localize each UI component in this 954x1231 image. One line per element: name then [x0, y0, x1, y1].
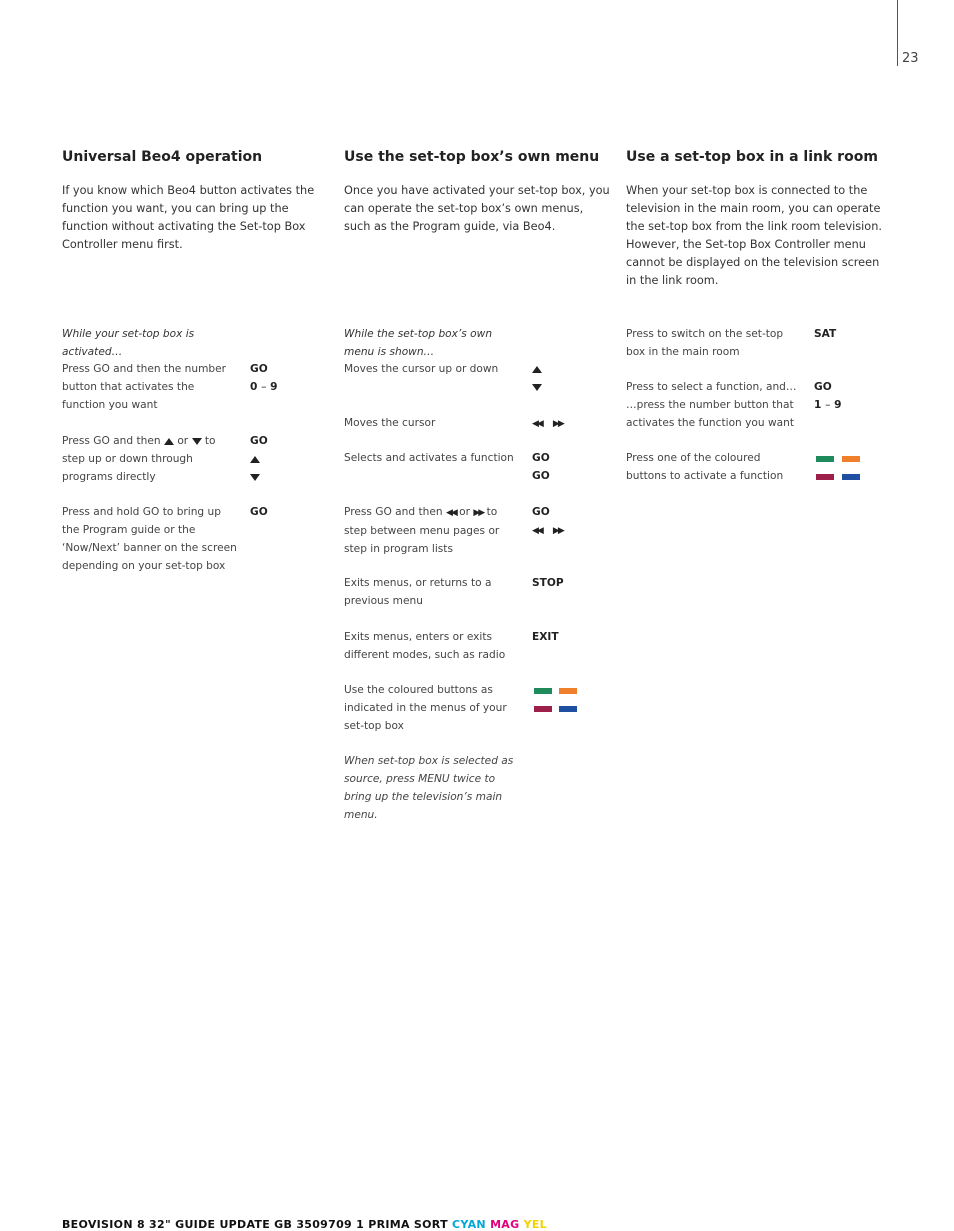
key-go: GO [250, 363, 268, 375]
heading-own-menu: Use the set-top box’s own menu [344, 149, 600, 165]
blue-button-swatch [559, 706, 577, 712]
orange-button-swatch [842, 456, 860, 462]
down-arrow-icon [192, 438, 202, 445]
heading-universal-beo4: Universal Beo4 operation [62, 149, 263, 165]
page-rule [897, 0, 898, 66]
up-arrow-icon [164, 438, 174, 445]
key-range: 0 – 9 [250, 381, 278, 393]
fast-forward-icon: ▶▶ [552, 526, 563, 536]
intro-own-menu: Once you have activated your set-top box, you can operate the set-top box’s own menus, such as the Program guide, via Beo4. [344, 184, 610, 233]
intro-link-room: When your set-top box is connected to the television in the main room, you can operate the set-top box from the link room television. However, the Set-top Box Controller menu cannot be displayed on the television screen in the link room. [626, 184, 882, 287]
red-button-swatch [816, 474, 834, 480]
up-arrow-icon [532, 366, 542, 373]
heading-link-room: Use a set-top box in a link room [626, 149, 878, 165]
rewind-icon: ◀◀ [445, 508, 456, 518]
orange-button-swatch [559, 688, 577, 694]
rewind-icon: ◀◀ [532, 526, 542, 536]
down-arrow-icon [532, 384, 542, 391]
lead-col2: While the set-top box’s own menu is shown… [344, 328, 493, 358]
intro-universal-beo4: If you know which Beo4 button activates the function you want, you can bring up the function without activating the Set-top Box Controller menu first. [62, 184, 315, 251]
red-button-swatch [534, 706, 552, 712]
print-footer: BEOVISION 8 32" GUIDE UPDATE GB 3509709 1 PRIMA SORT CYAN MAG YEL [62, 1218, 547, 1231]
lead-col1: While your set-top box is activated… [62, 328, 195, 358]
fast-forward-icon: ▶▶ [552, 419, 563, 429]
blue-button-swatch [842, 474, 860, 480]
green-button-swatch [534, 688, 552, 694]
rewind-icon: ◀◀ [532, 419, 542, 429]
page-number: 23 [902, 51, 919, 66]
up-arrow-icon [250, 456, 260, 463]
note-menu-twice: When set-top box is selected as source, press MENU twice to bring up the television’s main menu. [344, 755, 514, 821]
down-arrow-icon [250, 474, 260, 481]
green-button-swatch [816, 456, 834, 462]
fast-forward-icon: ▶▶ [473, 508, 484, 518]
